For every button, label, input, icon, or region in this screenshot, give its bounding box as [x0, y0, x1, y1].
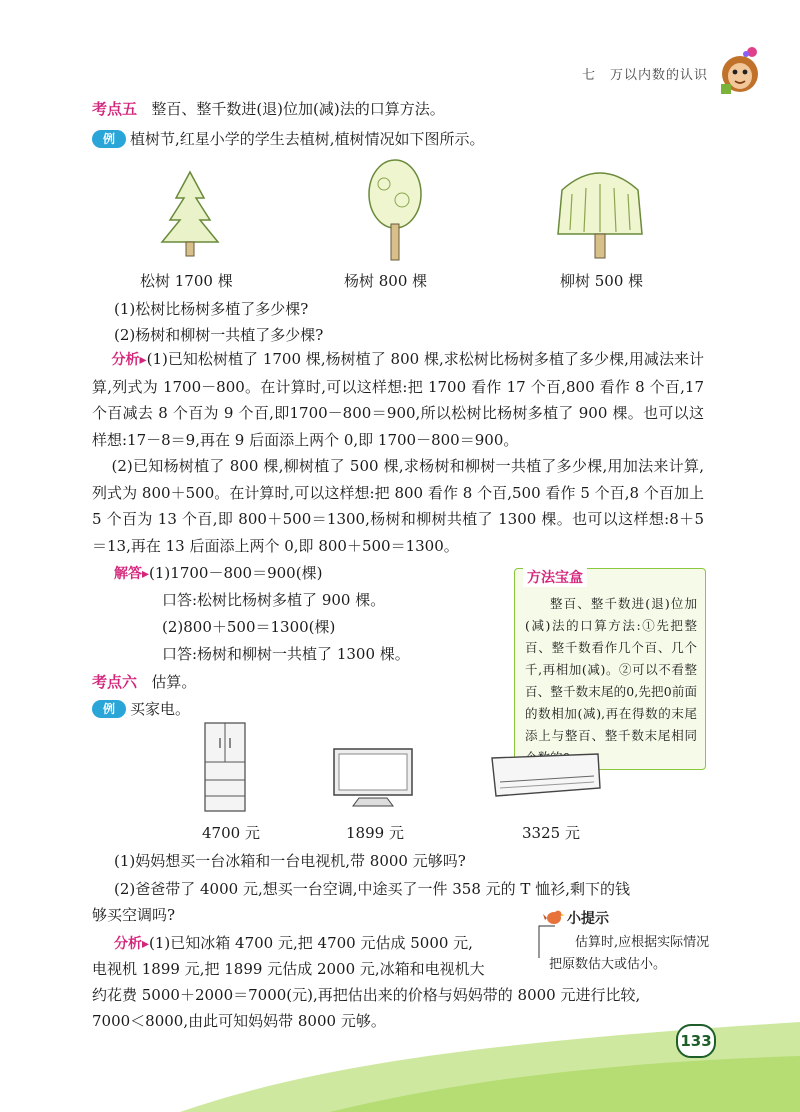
- chapter-title: 七 万以内数的认识: [581, 68, 708, 83]
- analysis1-p2: (2)已知杨树植了 800 棵,柳树植了 500 棵,求杨树和柳树一共植了多少棵,用加法来计算,列式为 800＋500。在计算时,可以这样想:把 800 看作 8 个百,500 看作 5 个百,8 个百加上 5 个百为 13 个百,即 800＋500＝1300,杨树和柳树共植了 1300 棵。也可以这样想:8＋5＝13,再在 13 后面添上两个 0,即 800＋500＝1300。: [92, 457, 704, 555]
- analysis2-line2: 电视机 1899 元,把 1899 元估成 2000 元,冰箱和电视机大: [92, 960, 485, 978]
- analysis-label: 分析▸: [111, 352, 147, 368]
- example1-intro: [92, 128, 485, 150]
- method-box-body: 整百、整千数进(退)位加(减)法的口算方法:①先把整百、整千数看作几个百、几个千,再相加(减)。②可以不看整百、整千数末尾的0,先把0前面的数相加(减),再在得数的末尾添上与整百、整千数末尾相同: [525, 596, 697, 743]
- analysis2-line1: 分析▸(1)已知冰箱 4700 元,把 4700 元估成 5000 元,: [114, 934, 473, 952]
- fridge-icon: [204, 722, 246, 814]
- section5-label: 考点五: [92, 100, 138, 118]
- price-fridge: 4700 元: [202, 824, 260, 842]
- analysis2-line4: 7000＜8000,由此可知妈妈带 8000 元够。: [92, 1012, 386, 1030]
- page-number: 133: [676, 1024, 716, 1058]
- tree-caption-willow: 柳树 500 棵: [560, 272, 644, 290]
- willow-tree-icon: [552, 160, 648, 262]
- poplar-tree-icon: [362, 154, 428, 264]
- answer1-line1: 解答▸(1)1700－800＝900(棵): [114, 564, 323, 582]
- question2-1: (1)妈妈想买一台冰箱和一台电视机,带 8000 元够吗?: [114, 852, 466, 870]
- example2-text: 买家电。: [130, 700, 191, 718]
- method-box: [514, 568, 706, 770]
- price-tv: 1899 元: [346, 824, 404, 842]
- question2-2b: 够买空调吗?: [92, 906, 176, 924]
- question2-2a: (2)爸爸带了 4000 元,想买一台空调,中途买了一件 358 元的 T 恤衫,剩下的钱: [114, 880, 630, 898]
- example1-text: 植树节,红星小学的学生去植树,植树情况如下图所示。: [130, 130, 485, 148]
- section6-title: 估算。: [151, 673, 197, 691]
- section6-label: 考点六: [92, 673, 138, 691]
- air-conditioner-icon: [490, 752, 602, 800]
- section5-heading: [92, 98, 445, 120]
- tv-icon: [333, 748, 413, 810]
- tip-box-body: 估算时,应根据实际情况把原数估大或估小。: [549, 935, 710, 972]
- tip-box-title: 小提示: [567, 911, 609, 927]
- section6-heading: [92, 671, 196, 693]
- tip-box: [535, 906, 727, 978]
- tree-caption-pine: 松树 1700 棵: [140, 272, 233, 290]
- tree-caption-poplar: 杨树 800 棵: [344, 272, 428, 290]
- answer1-line3: (2)800＋500＝1300(棵): [162, 618, 336, 636]
- pine-tree-icon: [150, 168, 230, 260]
- price-ac: 3325 元: [522, 824, 580, 842]
- example-badge: 例: [92, 130, 126, 148]
- analysis1-block: [92, 346, 704, 559]
- example2-intro: [92, 698, 190, 720]
- question-2: (2)杨树和柳树一共植了多少棵?: [114, 326, 324, 344]
- example-badge: 例: [92, 700, 126, 718]
- analysis1-p1: (1)已知松树植了 1700 棵,杨树植了 800 棵,求松树比杨树多植了多少棵,用减法来计算,列式为 1700－800。在计算时,可以这样想:把 1700 看作 17 个百,800 看作 8 个百,17 个百减去 8 个百为 9 个百,即1700－800＝900,所以松树比杨树多植了 900 棵。也可以这样想:17－8＝9,再在 9 后面添上两个 0,即 1700－800＝900。: [92, 350, 705, 449]
- analysis-label: 分析▸: [114, 936, 150, 952]
- question-1: (1)松树比杨树多植了多少棵?: [114, 300, 309, 318]
- section5-title: 整百、整千数进(退)位加(减)法的口算方法。: [151, 100, 445, 118]
- answer1-line2: 口答:松树比杨树多植了 900 棵。: [162, 591, 386, 609]
- answer-label: 解答▸: [114, 566, 150, 582]
- mascot-icon: [718, 44, 762, 94]
- method-box-title: 方法宝盒: [523, 567, 587, 587]
- analysis2-line3: 约花费 5000＋2000＝7000(元),再把估出来的价格与妈妈带的 8000 元进行比较,: [92, 986, 641, 1004]
- answer1-line4: 口答:杨树和柳树一共植了 1300 棵。: [162, 645, 410, 663]
